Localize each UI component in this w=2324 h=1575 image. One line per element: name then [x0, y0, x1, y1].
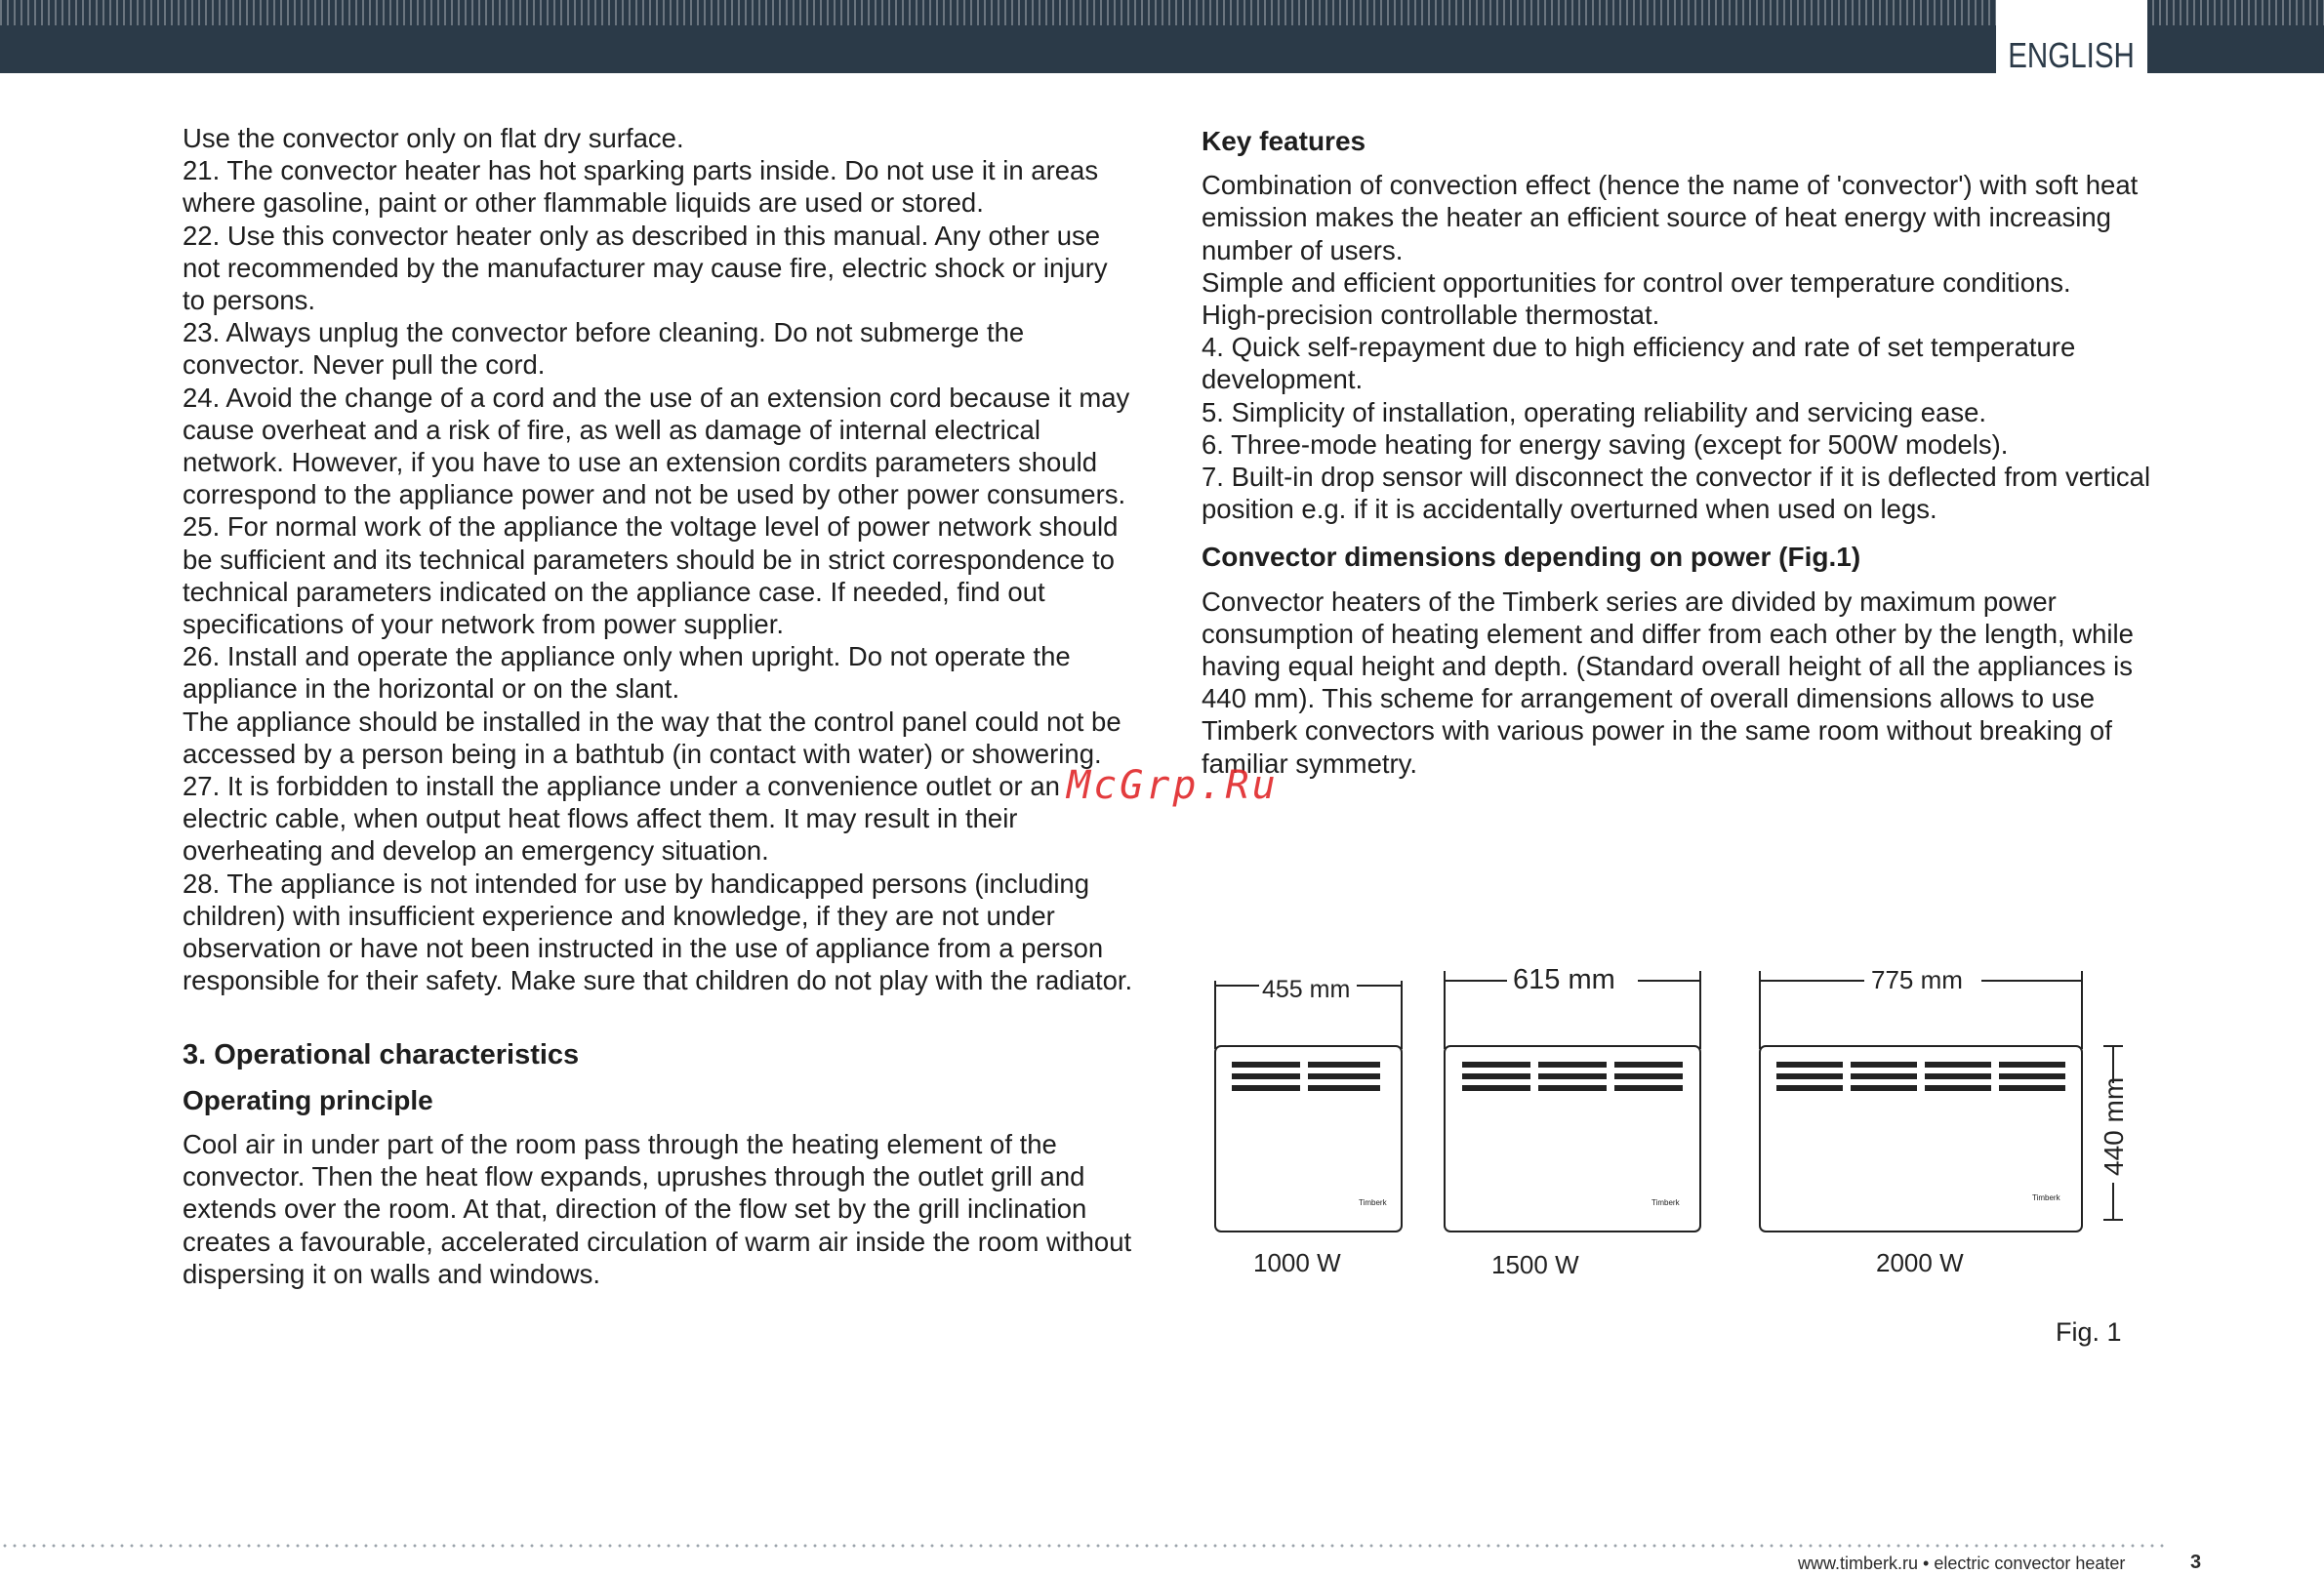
brand-mark: Timberk — [1359, 1198, 1387, 1207]
safety-item: Use the convector only on flat dry surface. — [183, 123, 684, 153]
header-bar — [0, 0, 2324, 73]
dimensions-text: Convector heaters of the Timberk series are divided by maximum power consumption of heating element and differ from each other by the length, while having equal height and depth. (Standard overall height of all the appliances is 440 mm). This scheme for arrangement of overall dimensions allows to use Timberk convectors with various power in the same room without breaking of familiar symmetry. — [1202, 586, 2134, 779]
language-label: ENGLISH — [2008, 35, 2136, 75]
feature-item: 4. Quick self-repayment due to high efficiency and rate of set temperature development. — [1202, 332, 2076, 395]
operating-principle-text: Cool air in under part of the room pass through the heating element of the convector. Then the heat flow expands, uprushes through the outlet grill and extends over the room. At that, direction of the flow set by the grill inclination creates a favourable, accelerated circulation of warm air inside the room without dispersing it on walls and windows. — [183, 1128, 1132, 1289]
feature-item: Combination of convection effect (hence the name of 'convector') with soft heat emission makes the heater an efficient source of heat energy with increasing number of users. — [1202, 170, 2139, 265]
safety-item: 25. For normal work of the appliance the voltage level of power network should be sufficient and its technical parameters should be in strict correspondence to technical parameters indicated on the appliance case. If needed, find out specifications of your network from power supplier. — [183, 511, 1119, 640]
safety-item: The appliance should be installed in the way that the control panel could not be accessed by a person being in a bathtub (in contact with water) or showering. — [183, 706, 1121, 769]
width-label-2000w: 775 mm — [1871, 965, 1963, 994]
safety-item: 22. Use this convector heater only as described in this manual. Any other use not recommended by the manufacturer may cause fire, electric shock or injury to persons. — [183, 220, 1108, 316]
section-title: 3. Operational characteristics — [183, 1039, 580, 1071]
right-column — [1202, 125, 2178, 780]
left-column — [183, 122, 1134, 1290]
brand-mark: Timberk — [2032, 1193, 2060, 1202]
safety-item: 24. Avoid the change of a cord and the use of an extension cord because it may cause overheat and a risk of fire, as well as damage of internal electrical network. However, if you have to use an extension cordits parameters should correspond to the appliance power and not be used by other power consumers. — [183, 382, 1130, 510]
feature-item: 6. Three-mode heating for energy saving (except for 500W models). — [1202, 428, 2009, 460]
language-label-box — [1996, 0, 2147, 78]
safety-item: 28. The appliance is not intended for use by handicapped persons (including children) with insufficient experience and knowledge, if they are not under observation or have not been instructed in the use of appliance from a person responsible for their safety. Make sure that children do not play with the radiator. — [183, 868, 1133, 996]
safety-item: 21. The convector heater has hot sparking parts inside. Do not use it in areas where gasoline, paint or other flammable liquids are used or stored. — [183, 155, 1099, 219]
safety-item: 26. Install and operate the appliance only when upright. Do not operate the appliance in the horizontal or on the slant. — [183, 641, 1071, 705]
subsection-title: Operating principle — [183, 1084, 433, 1115]
key-features-title: Key features — [1202, 126, 1366, 156]
brand-mark: Timberk — [1651, 1198, 1680, 1207]
width-label-1000w: 455 mm — [1262, 976, 1351, 1003]
power-label-2000w: 2000 W — [1876, 1248, 1964, 1277]
figure-caption: Fig. 1 — [2056, 1317, 2122, 1347]
feature-item: 7. Built-in drop sensor will disconnect the convector if it is deflected from vertical position e.g. if it is accidentally overturned when used on legs. — [1202, 462, 2151, 525]
feature-item: High-precision controllable thermostat. — [1202, 300, 1660, 331]
safety-item: 23. Always unplug the convector before cleaning. Do not submerge the convector. Never pull the cord. — [183, 317, 1025, 381]
power-label-1500w: 1500 W — [1491, 1250, 1579, 1279]
power-label-1000w: 1000 W — [1253, 1248, 1341, 1277]
feature-item: Simple and efficient opportunities for control over temperature conditions. — [1202, 266, 2071, 298]
convector-dimensions-figure — [1201, 956, 2177, 1366]
watermark: McGrp.Ru — [1067, 763, 1279, 808]
width-label-1500w: 615 mm — [1513, 964, 1615, 995]
dimensions-title: Convector dimensions depending on power (Fig.1) — [1202, 542, 1861, 573]
page-number: 3 — [2190, 1552, 2202, 1573]
feature-item: 5. Simplicity of installation, operating reliability and servicing ease. — [1202, 396, 1987, 427]
footer-text: www.timberk.ru • electric convector heater — [1798, 1554, 2126, 1573]
footer-dotted-rule — [0, 1544, 2167, 1548]
height-label: 440 mm — [2099, 1076, 2129, 1176]
safety-item: 27. It is forbidden to install the appliance under a convenience outlet or an electric cable, when output heat flows affect them. It may result in their overheating and develop an emergency situation. — [183, 771, 1060, 867]
